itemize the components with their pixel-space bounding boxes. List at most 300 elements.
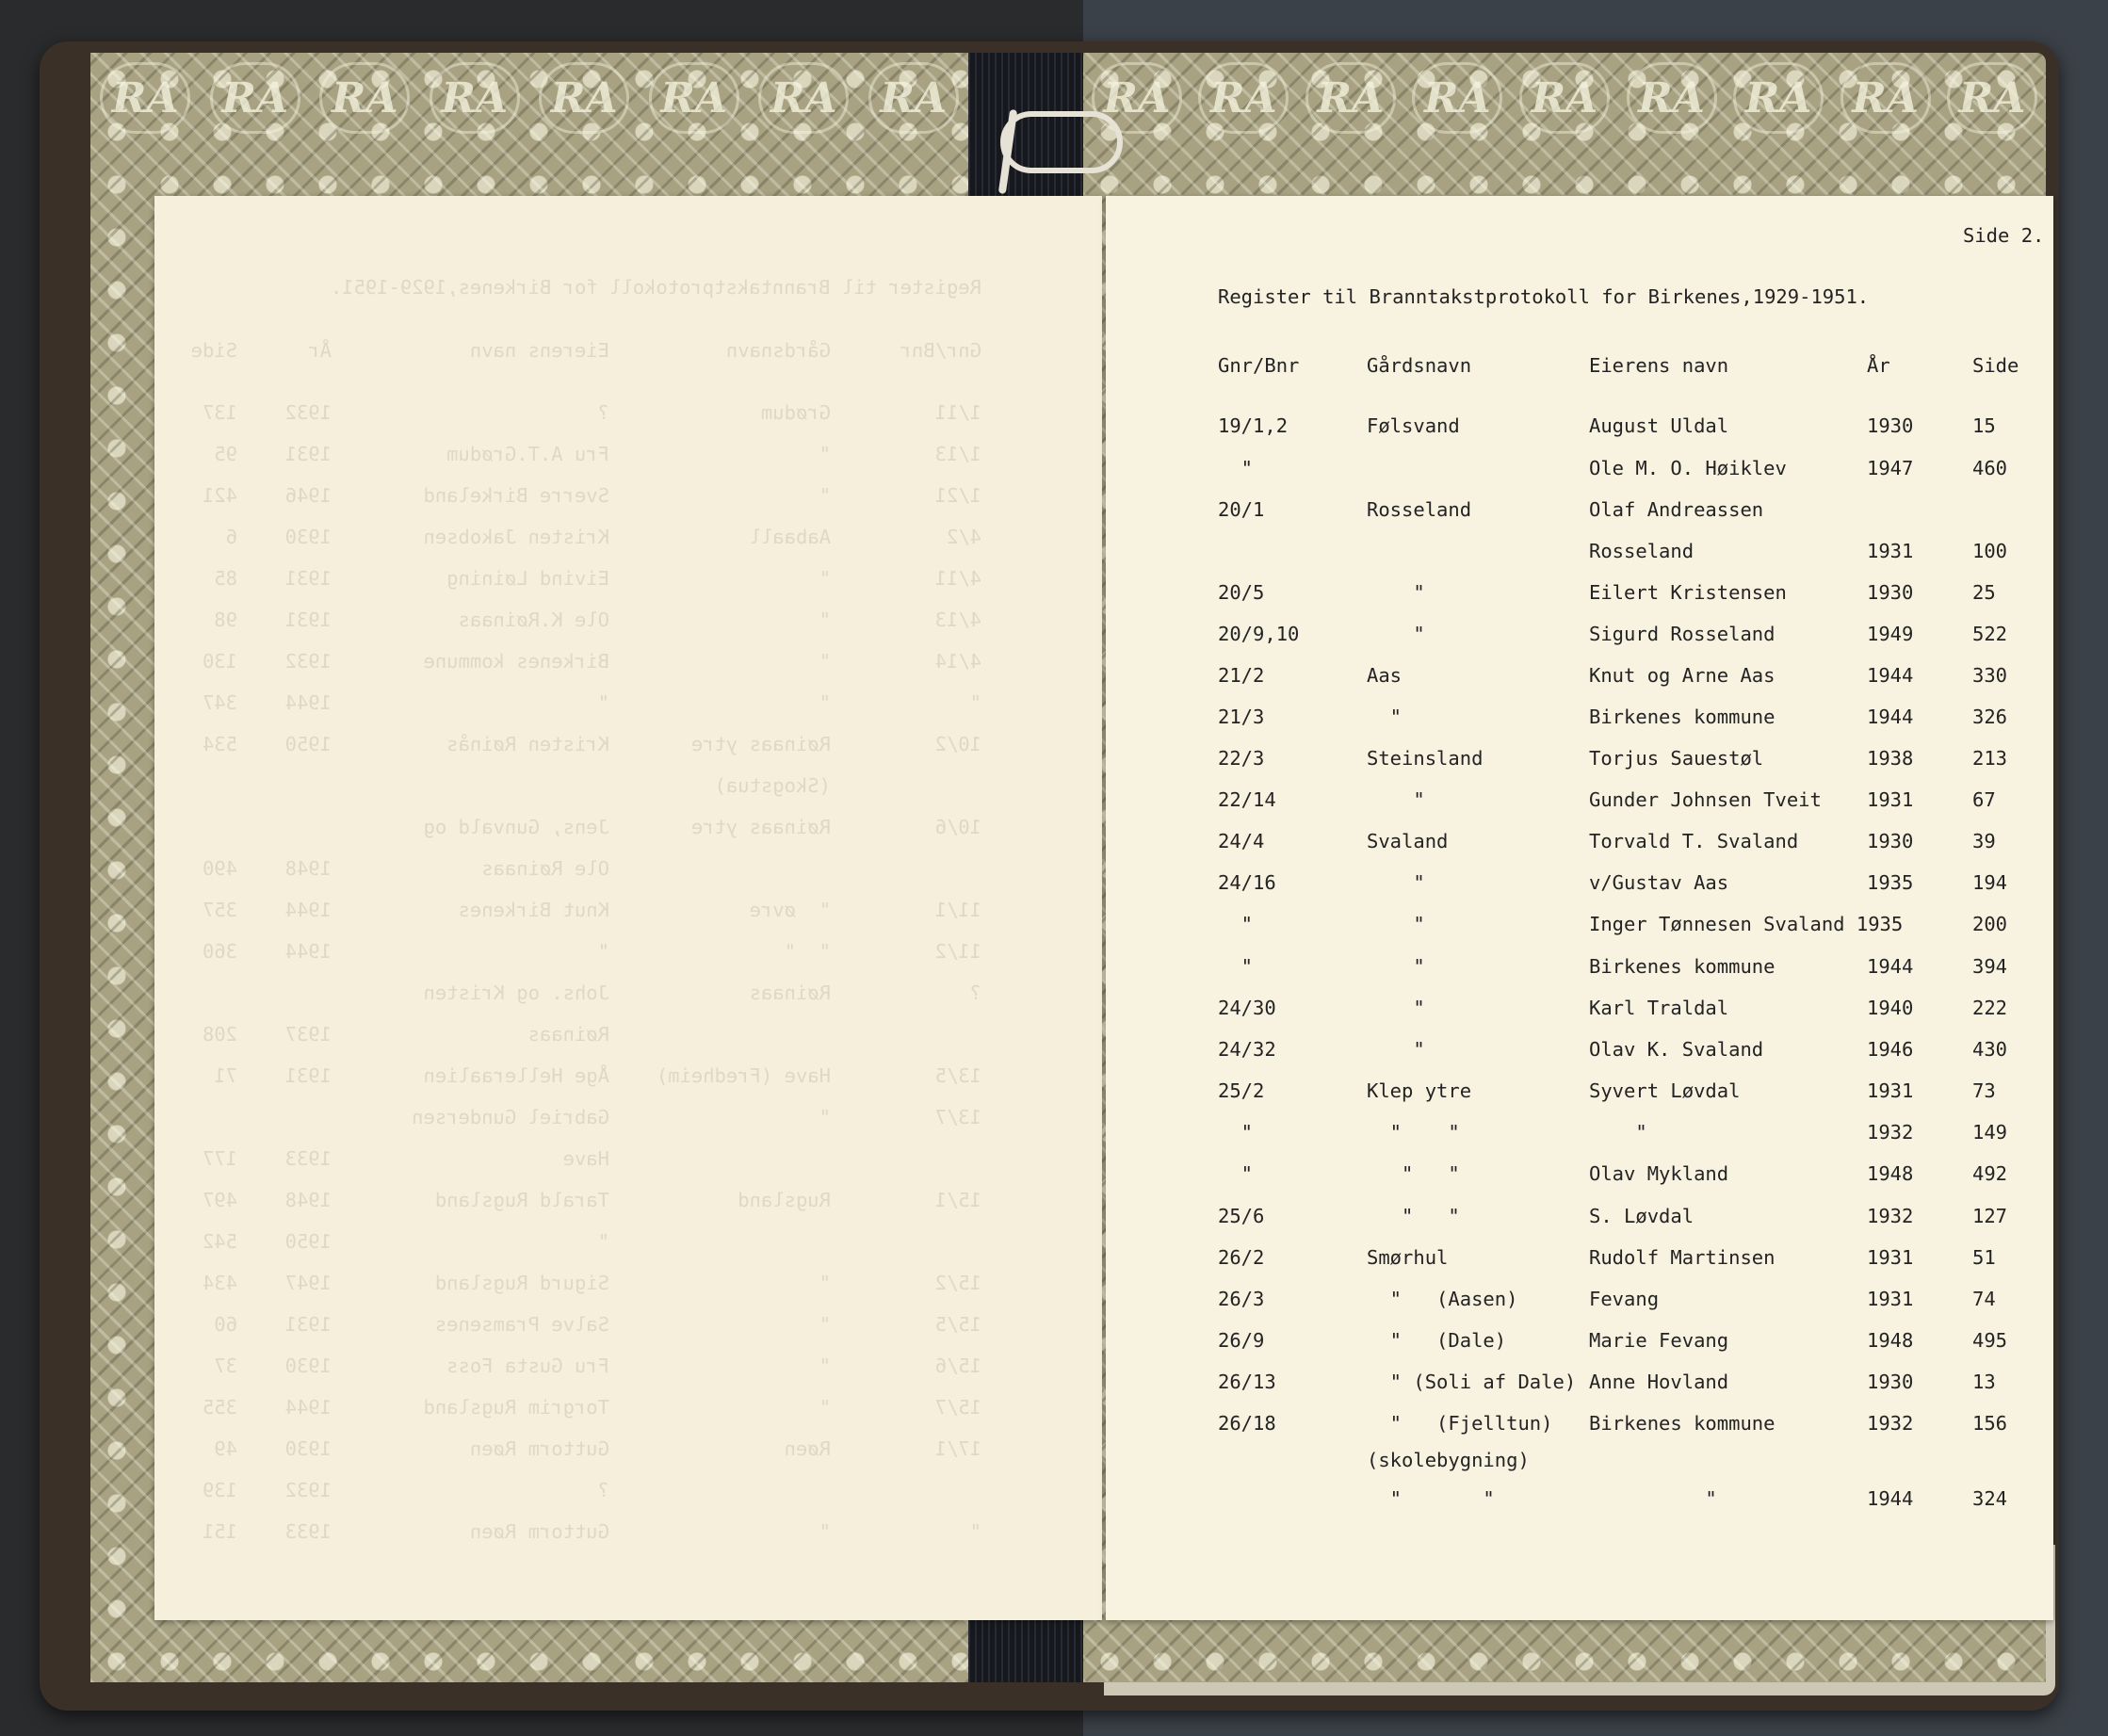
cell-eierens-navn: Rudolf Martinsen [1589, 1246, 1776, 1269]
bleed-through-cell: 137 [202, 401, 237, 424]
bleed-through-cell: 1944 [284, 691, 332, 714]
bleed-through-cell: " øvre [749, 899, 831, 921]
bleed-through-cell: " [819, 1272, 831, 1294]
bleed-through-cell: 1950 [284, 733, 332, 755]
cell-eierens-navn: " [1589, 1487, 1717, 1510]
cell-gnr-bnr: 20/5 [1218, 581, 1265, 604]
cell-gardsnavn: " (Aasen) [1367, 1288, 1518, 1310]
cell-ar: 1931 [1867, 1246, 1914, 1269]
bleed-through-cell: " [819, 443, 831, 465]
bleed-through-row [153, 650, 981, 676]
register-title: Register til Branntakstprotokoll for Birkenes,1929-1951. [1218, 285, 1870, 308]
table-row [1106, 1246, 2053, 1273]
bleed-through-cell: 421 [202, 484, 237, 507]
table-row [1106, 1329, 2053, 1355]
monogram-emblem: RA [1947, 62, 2037, 134]
bleed-through-row [153, 899, 981, 925]
cell-gardsnavn: " (Dale) [1367, 1329, 1507, 1352]
monogram-emblem: RA [1412, 62, 1502, 134]
right-page [1106, 196, 2053, 1620]
cell-gardsnavn: Steinsland [1367, 747, 1484, 770]
cell-ar: 1932 [1867, 1121, 1914, 1144]
cell-ar: 1931 [1867, 788, 1914, 811]
table-row [1106, 1487, 2053, 1514]
bleed-through-row [153, 567, 981, 593]
table-row [1106, 1449, 2053, 1475]
cell-side: 492 [1972, 1162, 2008, 1185]
bleed-through-cell: 4/2 [946, 526, 981, 548]
bleed-through-cell: " [969, 691, 981, 714]
bleed-through-cell: 10/2 [934, 733, 981, 755]
cell-side: 430 [1972, 1038, 2008, 1061]
bleed-through-cell: 1930 [284, 1355, 332, 1377]
cell-eierens-navn: Marie Fevang [1589, 1329, 1729, 1352]
monogram-emblem: RA [210, 62, 300, 134]
bleed-through-row [153, 940, 981, 966]
table-row [1106, 623, 2053, 649]
bleed-through-cell: 497 [202, 1189, 237, 1211]
bleed-through-row [153, 1272, 981, 1298]
cell-eierens-navn: Anne Hovland [1589, 1371, 1729, 1393]
bleed-through-cell: 1931 [284, 1313, 332, 1336]
bleed-through-row [153, 1230, 981, 1257]
bleed-through-cell: 1948 [284, 857, 332, 880]
header-gnr-bnr: Gnr/Bnr [1218, 354, 1300, 377]
bleed-through-cell: 1948 [284, 1189, 332, 1211]
bleed-through-cell: Guttorm Røen [469, 1520, 609, 1543]
cell-eierens-navn: Sigurd Rosseland [1589, 623, 1776, 645]
table-row [1106, 1371, 2053, 1397]
left-page [154, 196, 1102, 1620]
table-row [1106, 1162, 2053, 1189]
table-row [1106, 664, 2053, 690]
bleed-through-row [153, 1023, 981, 1049]
bleed-through-cell: 95 [214, 443, 237, 465]
bleed-through-cell: " [597, 940, 609, 963]
bleed-through-cell: Kristen Jakobsen [423, 526, 609, 548]
bleed-through-header-cell: Side [190, 339, 237, 362]
monogram-emblem: RA [1840, 62, 1931, 134]
cell-gardsnavn: " (Soli af Dale) [1367, 1371, 1577, 1393]
bleed-through-cell: 434 [202, 1272, 237, 1294]
bleed-through-cell: 1933 [284, 1147, 332, 1170]
bleed-through-cell: ? [597, 1479, 609, 1501]
cell-gnr-bnr: 21/2 [1218, 664, 1265, 687]
bleed-through-cell: 15/1 [934, 1189, 981, 1211]
bleed-through-cell: Grødum [760, 401, 831, 424]
table-row [1106, 540, 2053, 566]
bleed-through-cell: 85 [214, 567, 237, 590]
bleed-through-cell: 13/7 [934, 1106, 981, 1128]
bleed-through-cell: 542 [202, 1230, 237, 1253]
bleed-through-text [154, 196, 1102, 1620]
table-row [1106, 1079, 2053, 1106]
cell-side: 522 [1972, 623, 2008, 645]
bleed-through-cell: Røinaas [527, 1023, 609, 1046]
cell-gnr-bnr: " [1218, 1162, 1254, 1185]
table-row [1106, 871, 2053, 898]
cell-ar: 1944 [1867, 1487, 1914, 1510]
cell-side: 495 [1972, 1329, 2008, 1352]
cell-gnr-bnr: 26/13 [1218, 1371, 1276, 1393]
bleed-through-row [153, 1147, 981, 1174]
cell-gardsnavn: " [1367, 788, 1425, 811]
bleed-through-cell: " [819, 1106, 831, 1128]
cell-side: 73 [1972, 1079, 1996, 1102]
cell-side: 156 [1972, 1412, 2008, 1435]
bleed-through-cell: 15/2 [934, 1272, 981, 1294]
bleed-through-cell: Johs. og Kristen [423, 982, 609, 1004]
bleed-through-row [153, 608, 981, 635]
bleed-through-cell: 1950 [284, 1230, 332, 1253]
cell-ar: 1948 [1867, 1329, 1914, 1352]
cell-eierens-navn: S. Løvdal [1589, 1205, 1695, 1227]
bleed-through-row [153, 526, 981, 552]
bleed-through-cell: 15/6 [934, 1355, 981, 1377]
cell-eierens-navn: Karl Traldal [1589, 997, 1729, 1019]
cell-gnr-bnr: 24/30 [1218, 997, 1276, 1019]
bleed-through-cell: Have [562, 1147, 609, 1170]
bleed-through-cell: 347 [202, 691, 237, 714]
bleed-through-cell: 1930 [284, 526, 332, 548]
cell-gnr-bnr: 25/6 [1218, 1205, 1265, 1227]
cell-ar: 1944 [1867, 955, 1914, 978]
bleed-through-cell: 490 [202, 857, 237, 880]
bleed-through-cell: 98 [214, 608, 237, 631]
cell-side: 324 [1972, 1487, 2008, 1510]
bleed-through-cell: 208 [202, 1023, 237, 1046]
monogram-emblem: RA [1519, 62, 1610, 134]
bleed-through-cell: (Skogstua) [714, 774, 831, 797]
bleed-through-cell: Fru A.T.Grødum [446, 443, 609, 465]
cell-ar: 1947 [1867, 457, 1914, 479]
monogram-row-right [1083, 60, 2046, 136]
bleed-through-cell: 1944 [284, 1396, 332, 1419]
cell-side: 15 [1972, 414, 1996, 437]
bleed-through-row [153, 1396, 981, 1422]
bleed-through-row [153, 1437, 981, 1464]
bleed-through-row [153, 1064, 981, 1091]
cell-gardsnavn: " " [1367, 1487, 1495, 1510]
bleed-through-cell: Kristen Røinås [446, 733, 609, 755]
bleed-through-row [153, 733, 981, 759]
cell-ar: 1940 [1867, 997, 1914, 1019]
table-row [1106, 955, 2053, 982]
cell-ar: 1930 [1867, 414, 1914, 437]
bleed-through-cell: 1944 [284, 899, 332, 921]
cell-ar: 1932 [1867, 1412, 1914, 1435]
table-row [1106, 788, 2053, 815]
bleed-through-cell: 1937 [284, 1023, 332, 1046]
cell-gnr-bnr: 22/3 [1218, 747, 1265, 770]
cell-gardsnavn: " [1367, 706, 1403, 728]
cell-side: 39 [1972, 830, 1996, 852]
cell-eierens-navn: Inger Tønnesen Svaland 1935 [1589, 913, 1904, 935]
cell-side: 74 [1972, 1288, 1996, 1310]
bleed-through-cell: Have (Fredheim) [656, 1064, 831, 1087]
table-row [1106, 1038, 2053, 1064]
bleed-through-cell: Røinaas ytre [690, 816, 831, 838]
cell-gnr-bnr: 25/2 [1218, 1079, 1265, 1102]
bleed-through-header-cell: Gårdsnavn [725, 339, 831, 362]
bleed-through-cell: Sigurd Rugsland [434, 1272, 609, 1294]
bleed-through-cell: " [819, 1396, 831, 1419]
bleed-through-cell: 4/11 [934, 567, 981, 590]
bleed-through-cell: ? [597, 401, 609, 424]
cell-eierens-navn: Torjus Sauestøl [1589, 747, 1764, 770]
bleed-through-cell: " [597, 691, 609, 714]
monogram-row-left [90, 60, 968, 136]
cell-eierens-navn: Birkenes kommune [1589, 1412, 1776, 1435]
cell-ar: 1949 [1867, 623, 1914, 645]
cell-gardsnavn: " [1367, 955, 1425, 978]
bleed-through-row [153, 1313, 981, 1339]
cell-eierens-navn: Olav Mykland [1589, 1162, 1729, 1185]
bleed-through-row [153, 1189, 981, 1215]
bleed-through-cell: 4/14 [934, 650, 981, 673]
table-row [1106, 1205, 2053, 1231]
bleed-through-cell: Salve Pramsenes [434, 1313, 609, 1336]
bleed-through-cell: 4/13 [934, 608, 981, 631]
bleed-through-cell: 1932 [284, 650, 332, 673]
bleed-through-cell: 1947 [284, 1272, 332, 1294]
bleed-through-cell: Gabriel Gundersen [412, 1106, 609, 1128]
cell-eierens-navn: Ole M. O. Høiklev [1589, 457, 1787, 479]
bleed-through-cell: 1931 [284, 1064, 332, 1087]
table-row [1106, 706, 2053, 732]
bleed-through-cell: " [819, 608, 831, 631]
cell-gardsnavn: " " [1367, 1205, 1460, 1227]
bleed-through-cell: 1932 [284, 401, 332, 424]
monogram-emblem: RA [319, 62, 410, 134]
bleed-through-cell: " [597, 1230, 609, 1253]
binding-string-loop [1000, 111, 1123, 173]
table-row [1106, 1288, 2053, 1314]
cell-gardsnavn: " [1367, 1038, 1425, 1061]
bleed-through-cell: 1931 [284, 443, 332, 465]
cell-eierens-navn: Gunder Johnsen Tveit [1589, 788, 1822, 811]
cell-side: 394 [1972, 955, 2008, 978]
bleed-through-cell: 37 [214, 1355, 237, 1377]
bleed-through-cell: Jens, Gunvald og [423, 816, 609, 838]
cell-gardsnavn: " [1367, 623, 1425, 645]
bleed-through-row [153, 1355, 981, 1381]
bleed-through-cell: Rugsland [738, 1189, 831, 1211]
bleed-through-cell: " [819, 1520, 831, 1543]
bleed-through-cell: Aabaall [749, 526, 831, 548]
bleed-through-cell: 151 [202, 1520, 237, 1543]
bleed-through-cell: 13/5 [934, 1064, 981, 1087]
cell-ar: 1931 [1867, 540, 1914, 562]
bleed-through-cell: " [819, 484, 831, 507]
bleed-through-cell: Åge Helleraalien [423, 1064, 609, 1087]
bleed-through-header-cell: Eierens navn [469, 339, 609, 362]
bleed-through-cell: 15/7 [934, 1396, 981, 1419]
bleed-through-cell: Fru Gusta Foss [446, 1355, 609, 1377]
table-row [1106, 498, 2053, 525]
cell-gnr-bnr: 19/1,2 [1218, 414, 1289, 437]
table-row [1106, 1121, 2053, 1147]
cell-side: 51 [1972, 1246, 1996, 1269]
cell-gardsnavn: " [1367, 871, 1425, 894]
bleed-through-cell: 130 [202, 650, 237, 673]
cell-gnr-bnr: 26/9 [1218, 1329, 1265, 1352]
bleed-through-cell: 177 [202, 1147, 237, 1170]
bleed-through-cell: 15/5 [934, 1313, 981, 1336]
bleed-through-cell: Røen [784, 1437, 831, 1460]
bleed-through-cell: 1944 [284, 940, 332, 963]
cell-ar: 1944 [1867, 664, 1914, 687]
cell-ar: 1930 [1867, 830, 1914, 852]
bleed-through-row [153, 982, 981, 1008]
bleed-through-cell: Ole Røinaas [481, 857, 609, 880]
bleed-through-cell: 357 [202, 899, 237, 921]
bleed-through-cell: 139 [202, 1479, 237, 1501]
bleed-through-cell: Sverre Birkeland [423, 484, 609, 507]
bleed-through-cell: Ole K.Røinaas [458, 608, 609, 631]
cell-eierens-navn: Syvert Løvdal [1589, 1079, 1741, 1102]
cell-side: 127 [1972, 1205, 2008, 1227]
header-ar: År [1867, 354, 1890, 377]
bleed-through-cell: 1933 [284, 1520, 332, 1543]
cell-gardsnavn: Smørhul [1367, 1246, 1449, 1269]
table-row [1106, 997, 2053, 1023]
bleed-through-row [153, 816, 981, 842]
cell-eierens-navn: " [1589, 1121, 1647, 1144]
cell-gnr-bnr: 24/32 [1218, 1038, 1276, 1061]
cell-eierens-navn: v/Gustav Aas [1589, 871, 1729, 894]
cell-gardsnavn: Aas [1367, 664, 1403, 687]
cell-eierens-navn: Eilert Kristensen [1589, 581, 1787, 604]
cell-ar: 1930 [1867, 581, 1914, 604]
cell-gnr-bnr: 26/2 [1218, 1246, 1265, 1269]
cell-side: 149 [1972, 1121, 2008, 1144]
bleed-through-cell: Eivind Løining [446, 567, 609, 590]
cell-ar: 1932 [1867, 1205, 1914, 1227]
bleed-through-cell: 60 [214, 1313, 237, 1336]
bleed-through-cell: 11/2 [934, 940, 981, 963]
cell-gnr-bnr: 24/4 [1218, 830, 1265, 852]
bleed-through-cell: 1946 [284, 484, 332, 507]
cell-gardsnavn: " " [1367, 1162, 1460, 1185]
cell-ar: 1938 [1867, 747, 1914, 770]
cell-side: 25 [1972, 581, 1996, 604]
bleed-through-row [153, 1106, 981, 1132]
bleed-through-header-cell: Gnr/Bnr [900, 339, 981, 362]
bleed-through-row [153, 691, 981, 718]
monogram-emblem: RA [1733, 62, 1824, 134]
cell-gardsnavn: Svaland [1367, 830, 1449, 852]
cell-gnr-bnr: 24/16 [1218, 871, 1276, 894]
bleed-through-cell: 1/13 [934, 443, 981, 465]
bleed-through-header [153, 339, 981, 365]
monogram-emblem: RA [1198, 62, 1289, 134]
cell-eierens-navn: Torvald T. Svaland [1589, 830, 1799, 852]
table-row [1106, 747, 2053, 773]
bleed-through-cell: 1930 [284, 1437, 332, 1460]
cell-side: 222 [1972, 997, 2008, 1019]
bleed-through-row [153, 1520, 981, 1547]
bleed-through-row [153, 774, 981, 801]
page-number: Side 2. [1963, 224, 2045, 247]
bleed-through-cell: Guttorm Røen [469, 1437, 609, 1460]
cell-gnr-bnr: " [1218, 913, 1254, 935]
monogram-emblem: RA [1305, 62, 1396, 134]
cell-eierens-navn: Birkenes kommune [1589, 955, 1776, 978]
cell-gardsnavn: Rosseland [1367, 498, 1472, 521]
cell-gnr-bnr: " [1218, 457, 1254, 479]
cell-side: 194 [1972, 871, 2008, 894]
bleed-through-cell: 1931 [284, 608, 332, 631]
cell-side: 460 [1972, 457, 2008, 479]
header-gardsnavn: Gårdsnavn [1367, 354, 1472, 377]
cell-gardsnavn: Klep ytre [1367, 1079, 1472, 1102]
cell-eierens-navn: Rosseland [1589, 540, 1695, 562]
table-row [1106, 414, 2053, 441]
bleed-through-cell: 1931 [284, 567, 332, 590]
cell-eierens-navn: Olaf Andreassen [1589, 498, 1764, 521]
monogram-emblem: RA [1092, 62, 1182, 134]
bleed-through-cell: Knut Birkenes [458, 899, 609, 921]
bleed-through-cell: Røinaas [749, 982, 831, 1004]
cell-eierens-navn: Olav K. Svaland [1589, 1038, 1764, 1061]
cell-ar: 1935 [1867, 871, 1914, 894]
bleed-through-cell: 10/6 [934, 816, 981, 838]
bleed-through-cell: 11/1 [934, 899, 981, 921]
cell-ar: 1930 [1867, 1371, 1914, 1393]
bleed-through-cell: " [819, 567, 831, 590]
bleed-through-row [153, 401, 981, 428]
monogram-emblem: RA [758, 62, 849, 134]
bleed-through-cell: 360 [202, 940, 237, 963]
bleed-through-cell: 17/1 [934, 1437, 981, 1460]
cell-ar: 1931 [1867, 1288, 1914, 1310]
table-row [1106, 830, 2053, 856]
bleed-through-cell: 1932 [284, 1479, 332, 1501]
cell-ar: 1946 [1867, 1038, 1914, 1061]
monogram-emblem: RA [649, 62, 739, 134]
bleed-through-cell: 6 [225, 526, 237, 548]
cell-eierens-navn: Fevang [1589, 1288, 1660, 1310]
bleed-through-cell: Røinaas ytre [690, 733, 831, 755]
bleed-through-cell: Birkenes kommune [423, 650, 609, 673]
bleed-through-cell: 355 [202, 1396, 237, 1419]
bleed-through-cell: " [819, 650, 831, 673]
cell-ar: 1931 [1867, 1079, 1914, 1102]
bleed-through-cell: " [819, 691, 831, 714]
cell-gardsnavn: " " [1367, 1121, 1460, 1144]
cell-eierens-navn: Birkenes kommune [1589, 706, 1776, 728]
table-row [1106, 1412, 2053, 1438]
header-eierens-navn: Eierens navn [1589, 354, 1729, 377]
cell-gnr-bnr: 26/18 [1218, 1412, 1276, 1435]
table-row [1106, 913, 2053, 939]
bleed-through-cell: 1/21 [934, 484, 981, 507]
cell-gnr-bnr: 20/1 [1218, 498, 1265, 521]
cell-gnr-bnr: 20/9,10 [1218, 623, 1300, 645]
monogram-emblem: RA [868, 62, 959, 134]
bleed-through-cell: " [819, 1355, 831, 1377]
cell-side: 330 [1972, 664, 2008, 687]
cell-side: 200 [1972, 913, 2008, 935]
cell-gnr-bnr: 21/3 [1218, 706, 1265, 728]
bleed-through-cell: ? [969, 982, 981, 1004]
bleed-through-cell: " [969, 1520, 981, 1543]
monogram-emblem: RA [100, 62, 190, 134]
cell-side: 213 [1972, 747, 2008, 770]
cell-ar: 1948 [1867, 1162, 1914, 1185]
bleed-through-cell: 71 [214, 1064, 237, 1087]
